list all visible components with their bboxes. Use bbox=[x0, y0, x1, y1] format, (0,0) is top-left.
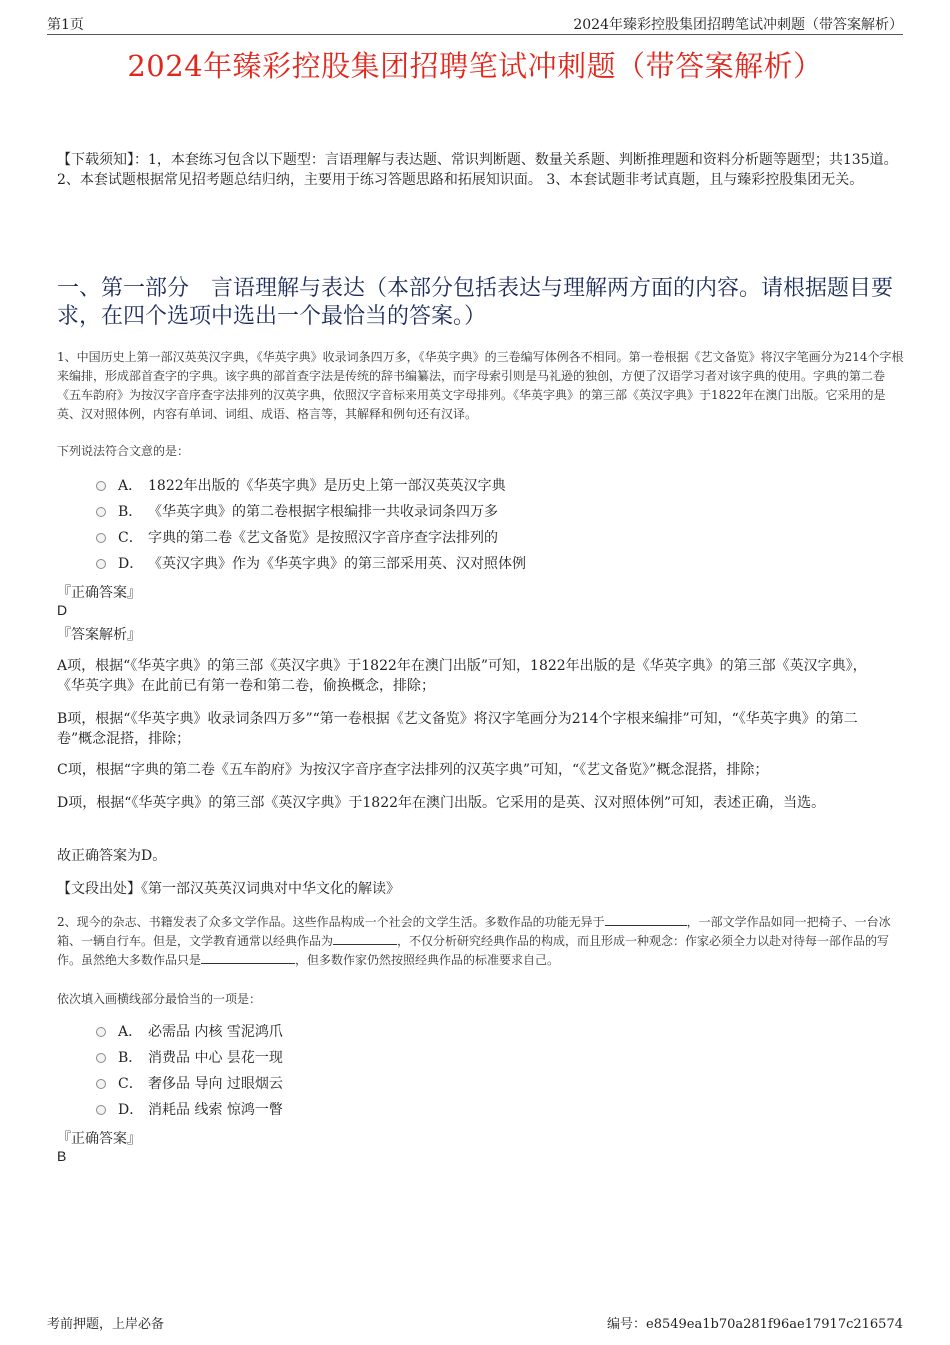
question-1-prompt: 下列说法符合文意的是： bbox=[57, 444, 190, 458]
fill-blank-2[interactable] bbox=[333, 932, 397, 945]
fill-blank-1[interactable] bbox=[605, 913, 687, 926]
option-a[interactable]: A． 1822年出版的《华英字典》是历史上第一部汉英英汉字典 bbox=[96, 473, 526, 499]
analysis-a: A项，根据“《华英字典》的第三部《英汉字典》于1822年在澳门出版”可知，1822年出版的是《华英字典》的第三部《英汉字典》，《华英字典》在此前已有第一卷和第二卷，偷换概念，排除； bbox=[57, 658, 867, 694]
question-2-prompt: 依次填入画横线部分最恰当的一项是： bbox=[57, 992, 262, 1006]
option-c[interactable]: C． 字典的第二卷《艺文备览》是按照汉字音序查字法排列的 bbox=[96, 525, 526, 551]
answer-label: 『正确答案』 bbox=[57, 585, 141, 601]
option-a[interactable]: A． 必需品 内核 雪泥鸿爪 bbox=[96, 1019, 283, 1045]
option-d[interactable]: D． 消耗品 线索 惊鸿一瞥 bbox=[96, 1097, 283, 1123]
section-heading: 一、第一部分 言语理解与表达（本部分包括表达与理解两方面的内容。请根据题目要求，在四个选项中选出一个最恰当的答案。） bbox=[57, 276, 894, 329]
question-1-options bbox=[96, 473, 526, 577]
page-number: 第1页 bbox=[47, 17, 84, 33]
question-1-text: 1、中国历史上第一部汉英英汉字典，《华英字典》收录词条四万多，《华英字典》的三卷编写体例各不相同。第一卷根据《艺文备览》将汉字笔画分为214个字根来编排，形成部首查字的字典。该字典的部首查字法是传统的辞书编纂法，而字母索引则是马礼逊的独创，方便了汉语学习者对该字典的使用。字典的第二卷《五车韵府》为按汉字音序查字法排列的汉英字典，依照汉字音标来用英文字母排列。《华英字典》的第三部《英汉字典》于1822年在澳门出版。它采用的是英、汉对照体例，内容有单词、词组、成语、格言等，其解释和例句还有汉译。 bbox=[57, 350, 904, 421]
analysis-conclusion: 故正确答案为D。 bbox=[57, 848, 167, 864]
radio-button-icon[interactable] bbox=[96, 1105, 106, 1115]
radio-button-icon[interactable] bbox=[96, 1053, 106, 1063]
radio-button-icon[interactable] bbox=[96, 533, 106, 543]
answer-value: D bbox=[57, 602, 68, 618]
option-b[interactable]: B． 消费品 中心 昙花一现 bbox=[96, 1045, 283, 1071]
analysis-c: C项，根据“字典的第二卷《五车韵府》为按汉字音序查字法排列的汉英字典”可知，“《艺文备览》”概念混搭，排除； bbox=[57, 762, 769, 778]
radio-button-icon[interactable] bbox=[96, 1027, 106, 1037]
radio-button-icon[interactable] bbox=[96, 481, 106, 491]
question-2-options bbox=[96, 1019, 283, 1123]
option-d[interactable]: D． 《英汉字典》作为《华英字典》的第三部采用英、汉对照体例 bbox=[96, 551, 526, 577]
footer-slogan: 考前押题，上岸必备 bbox=[47, 1317, 165, 1332]
option-c[interactable]: C． 奢侈品 导向 过眼烟云 bbox=[96, 1071, 283, 1097]
answer-label: 『正确答案』 bbox=[57, 1131, 141, 1147]
answer-value: B bbox=[57, 1148, 67, 1164]
option-b[interactable]: B． 《华英字典》的第二卷根据字根编排一共收录词条四万多 bbox=[96, 499, 526, 525]
document-title: 2024年臻彩控股集团招聘笔试冲刺题（带答案解析） bbox=[127, 49, 823, 83]
analysis-d: D项，根据“《华英字典》的第三部《英汉字典》于1822年在澳门出版。它采用的是英、汉对照体例”可知，表述正确，当选。 bbox=[57, 795, 826, 811]
page-header bbox=[47, 0, 903, 35]
footer-serial: 编号：e8549ea1b70a281f96ae17917c216574 bbox=[607, 1317, 903, 1332]
source-note: 【文段出处】《第一部汉英英汉词典对中华文化的解读》 bbox=[57, 881, 400, 897]
header-doc-title: 2024年臻彩控股集团招聘笔试冲刺题（带答案解析） bbox=[573, 17, 903, 33]
analysis-label: 『答案解析』 bbox=[57, 627, 141, 643]
analysis-b: B项，根据“《华英字典》收录词条四万多”“第一卷根据《艺文备览》将汉字笔画分为214个字根来编排”可知，“《华英字典》的第二卷”概念混搭，排除； bbox=[57, 711, 858, 747]
radio-button-icon[interactable] bbox=[96, 507, 106, 517]
radio-button-icon[interactable] bbox=[96, 1079, 106, 1089]
radio-button-icon[interactable] bbox=[96, 559, 106, 569]
question-2-text: 2、现今的杂志、书籍发表了众多文学作品。这些作品构成一个社会的文学生活。多数作品的功能无异于 ，一部文学作品如同一把椅子、一台冰箱、一辆自行车。但是，文学教育通常以经典作品为 ，不仅分析研究经典作品的构成，而且形成一种观念：作家必须全力以赴对待每一部作品的写作。虽然绝大多数作品只是 ，但多数作家仍然按照经典作品的标准要求自己。 bbox=[57, 915, 891, 967]
download-notice: 【下载须知】：1，本套练习包含以下题型：言语理解与表达题、常识判断题、数量关系题、判断推理题和资料分析题等题型；共135道。 2、本套试题根据常见招考题总结归纳，主要用于练习答题思路和拓展知识面。 3、本套试题非考试真题，且与臻彩控股集团无关。 bbox=[57, 152, 898, 188]
fill-blank-3[interactable] bbox=[201, 951, 295, 964]
